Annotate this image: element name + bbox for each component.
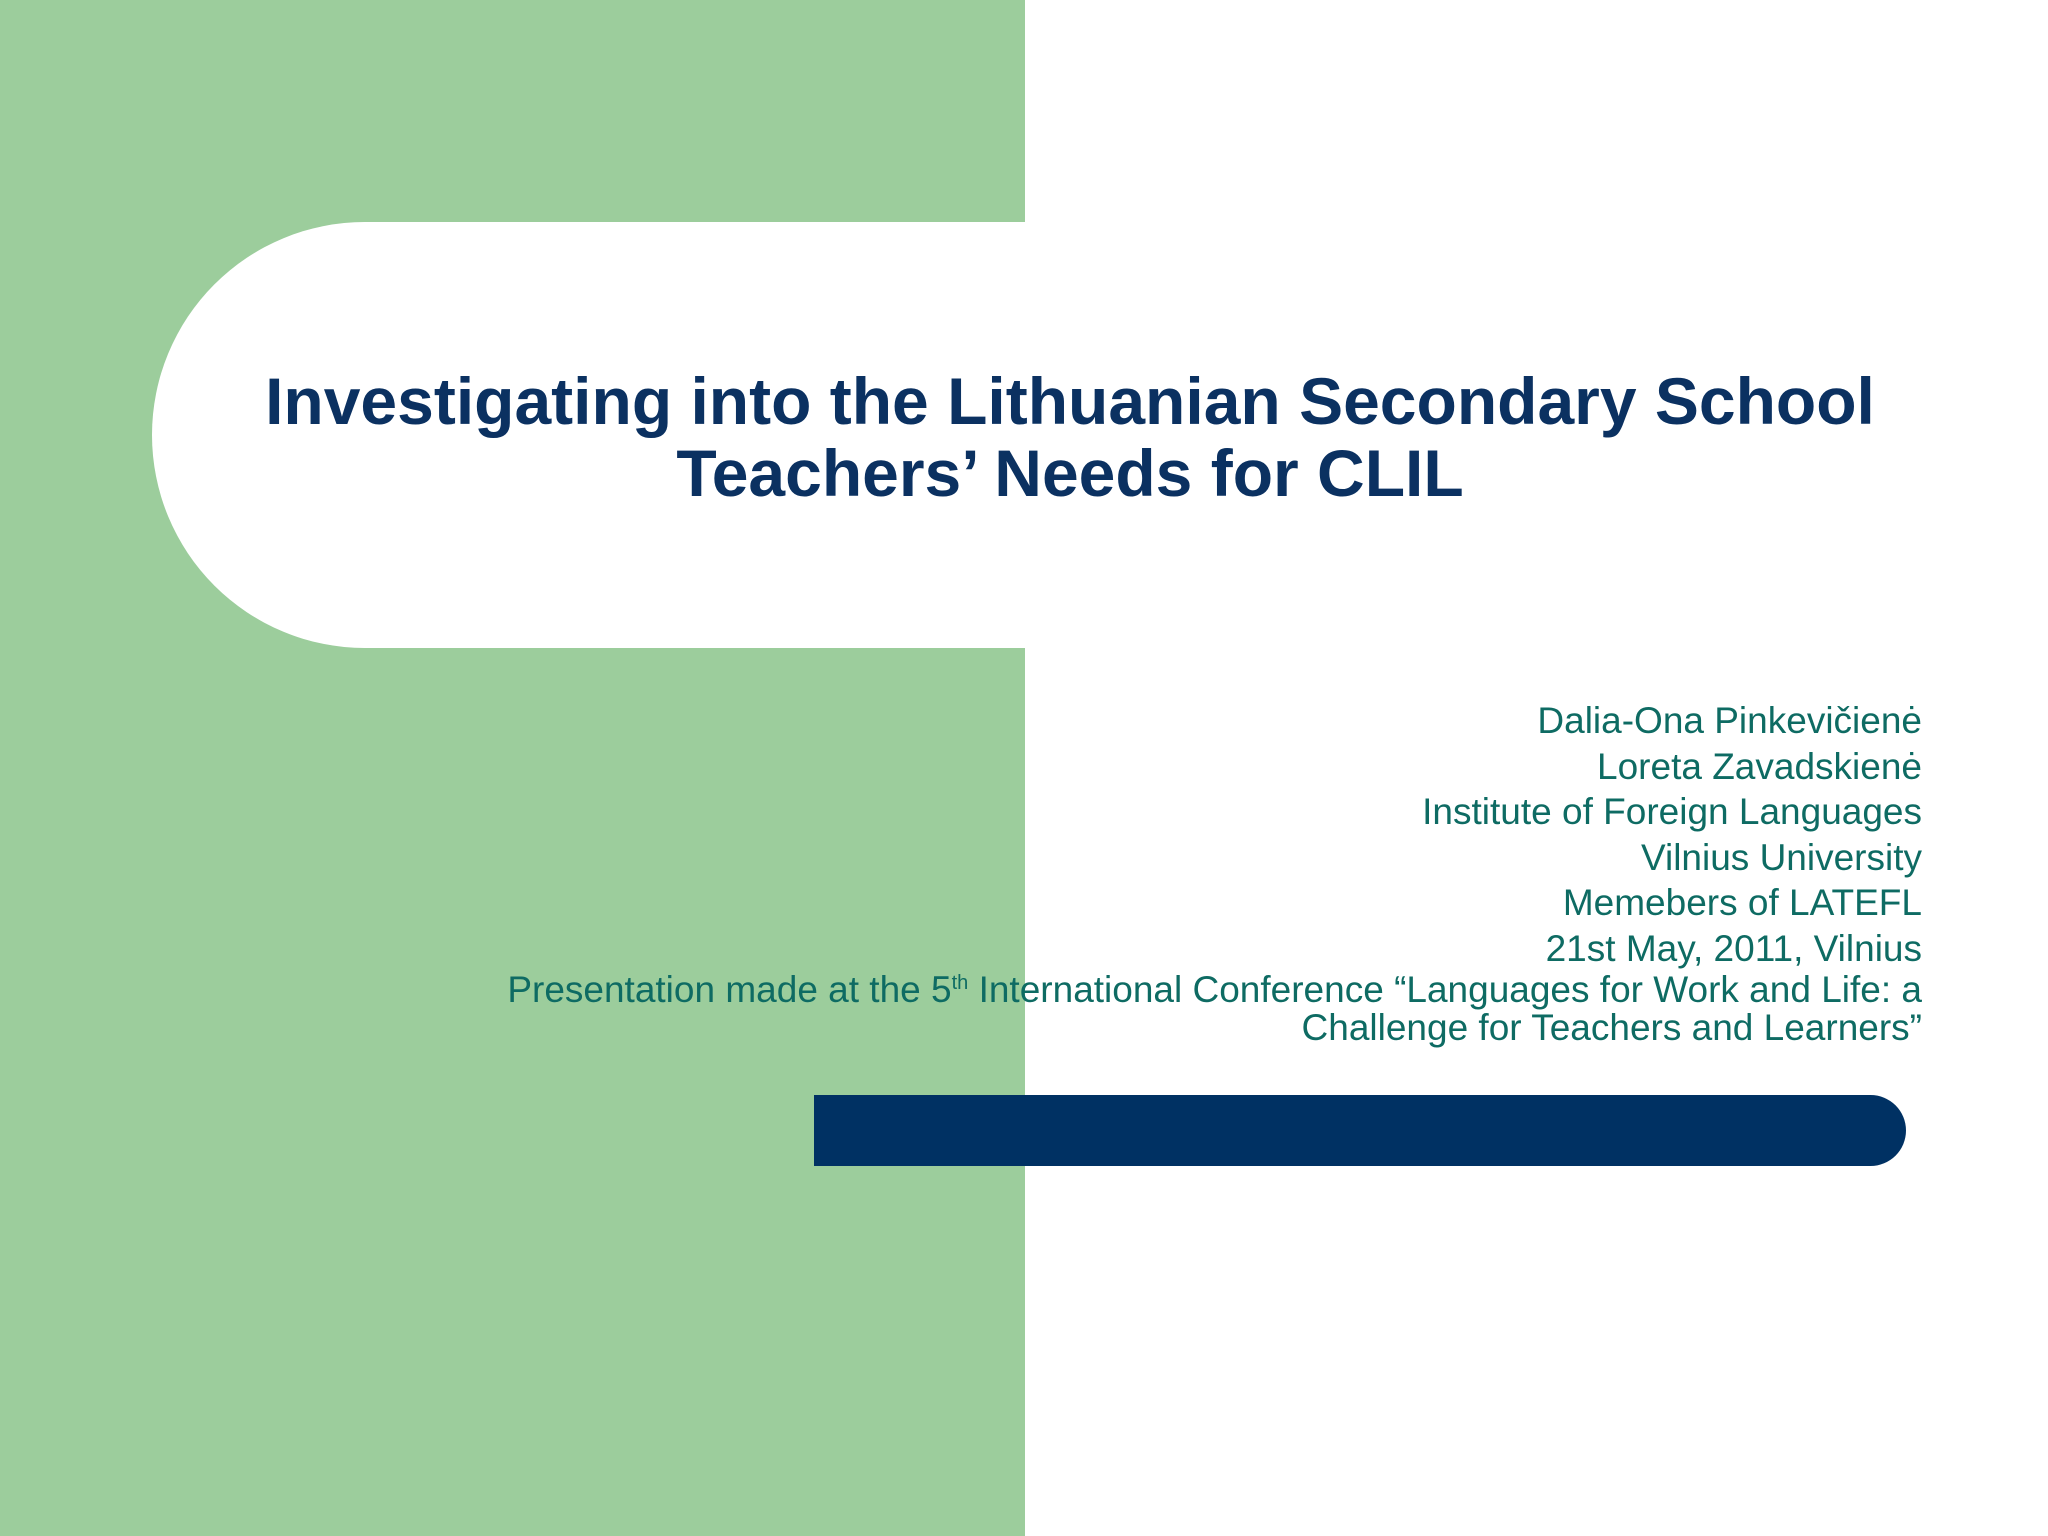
title-line-2: Teachers’ Needs for CLIL [676,436,1464,510]
ordinal-suffix: th [951,972,969,994]
university: Vilnius University [1640,836,1922,878]
author-2: Loreta Zavadskienė [1597,745,1922,787]
conference-line-2: Challenge for Teachers and Learners” [1301,1007,1922,1048]
slide-title [230,365,1910,509]
conference-line-1 [222,971,1922,1009]
membership: Memebers of LATEFL [1562,882,1922,923]
accent-bar [814,1095,1906,1166]
slide-subtitle [222,698,1922,1047]
conference-prefix: Presentation made at the 5 [507,969,952,1010]
title-line-1: Investigating into the Lithuanian Secondary School [265,364,1875,438]
conference-suffix: International Conference “Languages for Work and Life: a [968,969,1922,1010]
author-1: Dalia-Ona Pinkevičienė [1537,700,1922,741]
date-place: 21st May, 2011, Vilnius [1545,927,1922,969]
affiliation: Institute of Foreign Languages [1422,791,1922,832]
